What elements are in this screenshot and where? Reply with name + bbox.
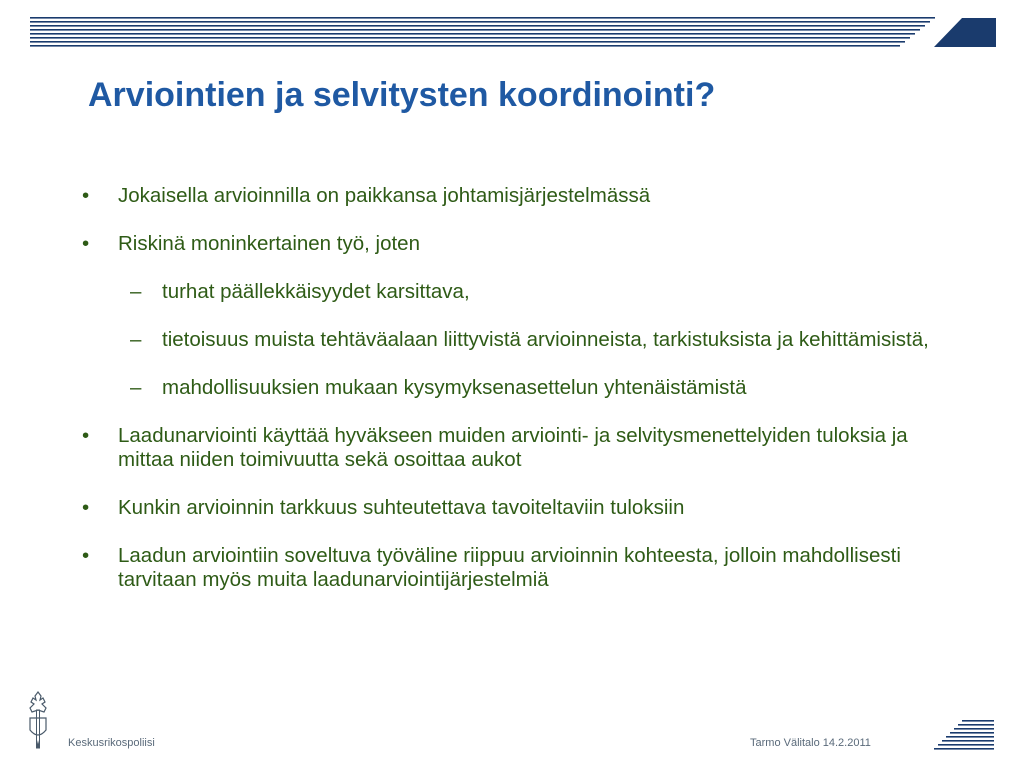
sub-bullet-item [74,328,954,352]
bullet-item [74,496,954,520]
sub-bullet-text: tietoisuus muista tehtäväalaan liittyvistä arvioinneista, tarkistuksista ja kehittämisistä, [162,328,929,351]
bullet-text: Jokaisella arvioinnilla on paikkansa johtamisjärjestelmässä [118,184,651,207]
footer-organization: Keskusrikospoliisi [68,737,155,749]
footer-author-date: Tarmo Välitalo 14.2.2011 [750,737,871,749]
bullet-list [74,184,954,616]
bullet-text: Laadunarviointi käyttää hyväkseen muiden arviointi- ja selvitysmenettelyiden tuloksia ja mittaa niiden toimivuutta sekä osoittaa aukot [118,424,908,471]
bullet-item [74,184,954,208]
bullet-marker: • [82,496,90,519]
bullet-marker: • [82,424,90,447]
sub-bullet-text: mahdollisuuksien mukaan kysymyksenasettelun yhtenäistämistä [162,376,747,399]
bullet-marker: • [82,232,90,255]
sub-bullet-text: turhat päällekkäisyydet karsittava, [162,280,470,303]
police-emblem-icon [22,688,54,752]
footer-stripes-decoration [928,718,998,752]
sub-bullet-marker: – [130,376,142,399]
slide-title: Arviointien ja selvitysten koordinointi? [88,76,716,114]
bullet-text: Laadun arviointiin soveltuva työväline riippuu arvioinnin kohteesta, jolloin mahdollisesti tarvitaan myös muita laadunarviointijärjestelmiä [118,544,901,591]
bullet-item [74,424,954,472]
bullet-item [74,544,954,592]
sub-bullet-marker: – [130,328,142,351]
sub-bullet-marker: – [130,280,142,303]
bullet-text: Riskinä moninkertainen työ, joten [118,232,420,255]
bullet-text: Kunkin arvioinnin tarkkuus suhteutettava tavoiteltaviin tuloksiin [118,496,685,519]
sub-bullet-item [74,280,954,304]
sub-bullet-item [74,376,954,400]
bullet-marker: • [82,184,90,207]
bullet-item [74,232,954,256]
header-stripes-decoration [0,0,1024,60]
bullet-marker: • [82,544,90,567]
